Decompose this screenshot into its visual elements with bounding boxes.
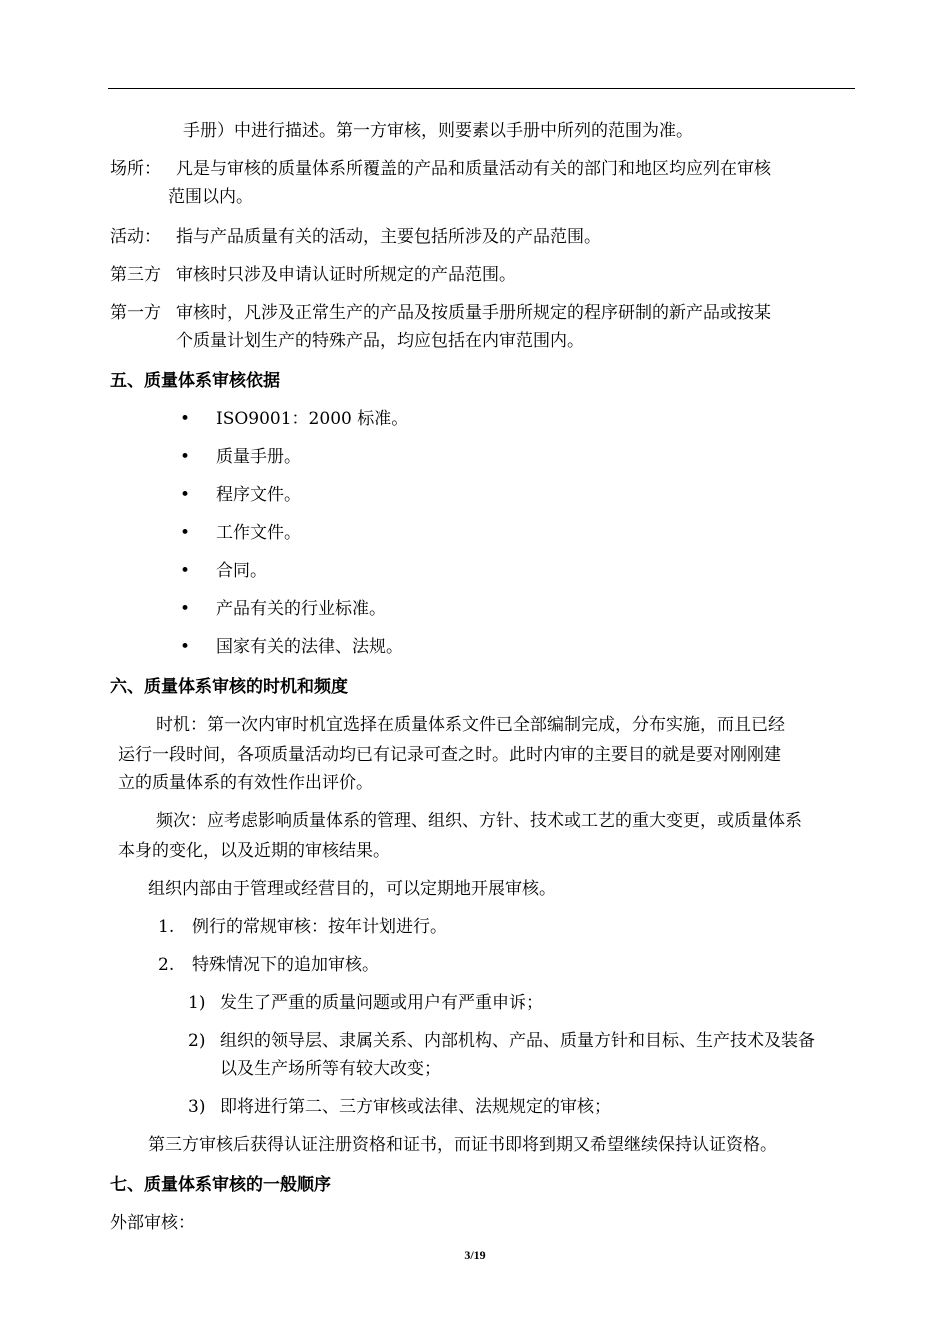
bullet-dot: • [180, 599, 191, 619]
sublist-item-text: 发生了严重的质量问题或用户有严重申诉； [220, 993, 543, 1013]
frequency-text-1: 频次：应考虑影响质量体系的管理、组织、方针、技术或工艺的重大变更，或质量体系 [156, 811, 802, 831]
bullet-dot: • [180, 561, 191, 581]
section-heading-7: 七、质量体系审核的一般顺序 [110, 1175, 331, 1195]
timing-text-3: 立的质量体系的有效性作出评价。 [118, 773, 373, 793]
first-party-text-2: 个质量计划生产的特殊产品，均应包括在内审范围内。 [176, 331, 584, 351]
first-party-label: 第一方 [110, 303, 161, 323]
third-party-after-text: 第三方审核后获得认证注册资格和证书，而证书即将到期又希望继续保持认证资格。 [148, 1135, 777, 1155]
header-rule [108, 88, 855, 89]
bullet-dot: • [180, 523, 191, 543]
basis-item: 国家有关的法律、法规。 [216, 637, 403, 657]
sublist-item-text: 组织的领导层、隶属关系、内部机构、产品、质量方针和目标、生产技术及装备 [220, 1031, 815, 1051]
venue-text-1: 凡是与审核的质量体系所覆盖的产品和质量活动有关的部门和地区均应列在审核 [176, 159, 771, 179]
external-audit-label: 外部审核： [110, 1213, 195, 1233]
frequency-text-2: 本身的变化，以及近期的审核结果。 [118, 841, 390, 861]
timing-text-1: 时机：第一次内审时机宜选择在质量体系文件已全部编制完成，分布实施，而且已经 [156, 715, 785, 735]
basis-item: 合同。 [216, 561, 267, 581]
bullet-dot: • [180, 447, 191, 467]
basis-item: 产品有关的行业标准。 [216, 599, 386, 619]
venue-label: 场所： [110, 159, 161, 179]
timing-text-2: 运行一段时间，各项质量活动均已有记录可查之时。此时内审的主要目的就是要对刚刚建 [118, 745, 781, 765]
bullet-dot: • [180, 485, 191, 505]
basis-item: 程序文件。 [216, 485, 301, 505]
sublist-number: 1) [188, 993, 206, 1013]
bullet-dot: • [180, 637, 191, 657]
sublist-number: 3) [188, 1097, 206, 1117]
bullet-dot: • [180, 409, 191, 429]
third-party-label: 第三方 [110, 265, 161, 285]
list-item-text: 例行的常规审核：按年计划进行。 [192, 917, 447, 937]
activity-label: 活动： [110, 227, 161, 247]
page-number: 3/19 [464, 1248, 486, 1262]
scope-continuation: 手册）中进行描述。第一方审核，则要素以手册中所列的范围为准。 [183, 121, 693, 141]
first-party-text-1: 审核时，凡涉及正常生产的产品及按质量手册所规定的程序研制的新产品或按某 [176, 303, 771, 323]
section-heading-6: 六、质量体系审核的时机和频度 [110, 677, 348, 697]
org-text: 组织内部由于管理或经营目的，可以定期地开展审核。 [148, 879, 556, 899]
basis-item: 工作文件。 [216, 523, 301, 543]
list-number: 2. [158, 955, 175, 975]
basis-item: ISO9001：2000 标准。 [216, 409, 409, 429]
list-item-text: 特殊情况下的追加审核。 [192, 955, 379, 975]
venue-text-2: 范围以内。 [168, 187, 253, 207]
sublist-number: 2) [188, 1031, 206, 1051]
list-number: 1. [158, 917, 175, 937]
basis-item: 质量手册。 [216, 447, 301, 467]
third-party-text: 审核时只涉及申请认证时所规定的产品范围。 [176, 265, 516, 285]
activity-text: 指与产品质量有关的活动，主要包括所涉及的产品范围。 [176, 227, 601, 247]
section-heading-5: 五、质量体系审核依据 [110, 371, 280, 391]
sublist-item-text: 即将进行第二、三方审核或法律、法规规定的审核； [220, 1097, 611, 1117]
sublist-item-text-cont: 以及生产场所等有较大改变； [220, 1059, 441, 1079]
